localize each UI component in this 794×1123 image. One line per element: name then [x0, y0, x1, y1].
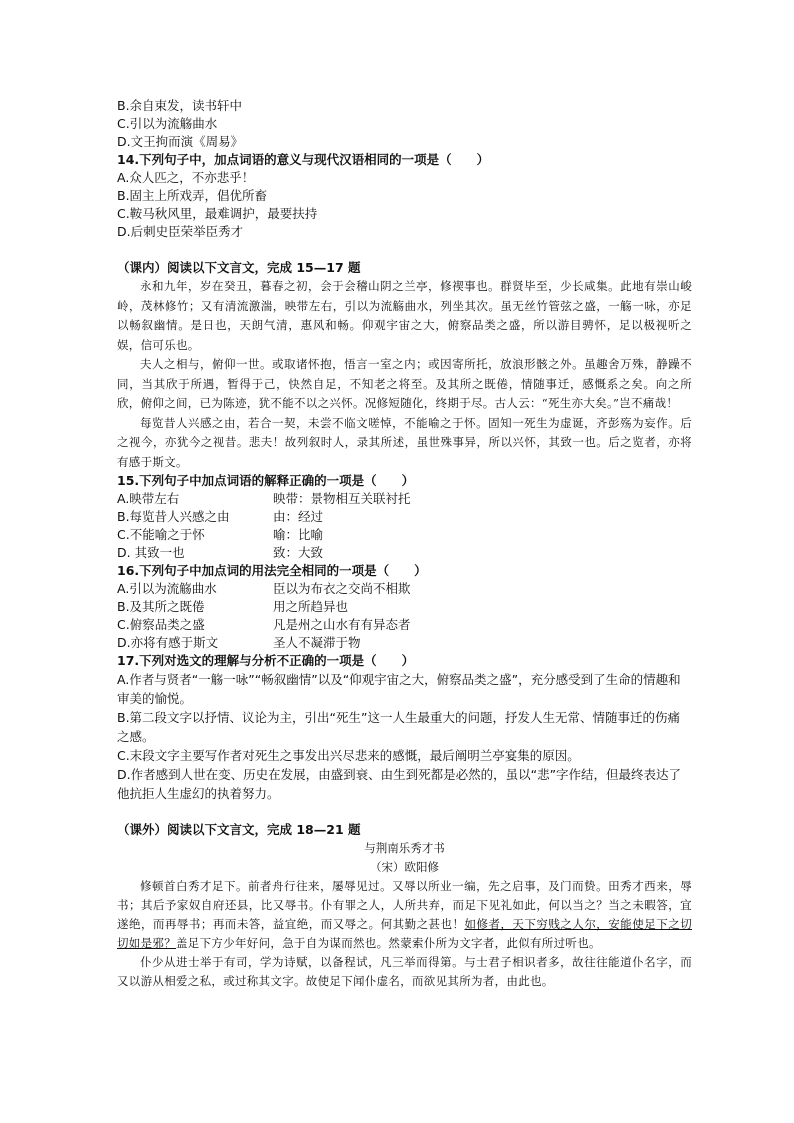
document-page: [117, 97, 692, 991]
option-row: [117, 544, 692, 562]
option-q17-d: D.作者感到人世在变、历史在发展，由盛到衰、由生到死都是必然的，虽以“悲”字作结，但最终表达了他抗拒人生虚幻的执着努力。: [117, 767, 682, 801]
passage-1-paragraph-1: 永和九年，岁在癸丑，暮春之初，会于会稽山阴之兰亭，修禊事也。群贤毕至，少长咸集。此地有崇山峻岭，茂林修竹；又有清流激湍，映带左右，引以为流觞曲水，列坐其次。虽无丝竹管弦之盛，一觞一咏，亦足以畅叙幽情。是日也，天朗气清，惠风和畅。仰观宇宙之大，俯察品类之盛，所以游目骋怀，足以极视听之娱，信可乐也。: [117, 279, 692, 352]
underlined-sentence: 如修者，天下穷贱之人尔，安能使足下之切切如是邪？: [117, 917, 692, 950]
option-row: [117, 490, 692, 508]
option-q16-b-compare: 用之所趋异也: [273, 599, 349, 614]
passage-2-paragraph-1: [117, 877, 692, 953]
passage-2-title: 与荆南乐秀才书: [364, 841, 445, 855]
option-q16-c-compare: 凡是州之山水有有异态者: [273, 617, 411, 632]
passage-2-author: （宋）欧阳修: [370, 860, 439, 874]
option-q16-a: A.引以为流觞曲水: [117, 581, 217, 596]
option-row: [117, 634, 692, 652]
option-q14-b: B.固主上所戏弄，倡优所畜: [117, 188, 268, 203]
option-q15-a: A.映带左右: [117, 491, 180, 506]
option-row: [117, 598, 692, 616]
option-q15-b: B.每览昔人兴感之由: [117, 509, 230, 524]
option-q17-b: B.第二段文字以抒情、议论为主，引出“死生”这一人生最重大的问题，抒发人生无常、情随事迁的伤痛之感。: [117, 710, 681, 744]
option-q15-a-gloss: 映带：景物相互关联衬托: [273, 491, 411, 506]
passage-1-paragraph-3: 每览昔人兴感之由，若合一契，未尝不临文嗟悼，不能喻之于怀。固知一死生为虚诞，齐彭殇为妄作。后之视今，亦犹今之视昔。悲夫！故列叙时人，录其所述，虽世殊事异，所以兴怀，其致一也。后之览者，亦将有感于斯文。: [117, 415, 692, 469]
option-q15-b-gloss: 由：经过: [273, 509, 324, 524]
question-15-stem: 15.下列句子中加点词语的解释正确的一项是（ ）: [117, 473, 415, 488]
option-q16-d-compare: 圣人不凝滞于物: [273, 635, 361, 650]
option-q16-d: D.亦将有感于斯文: [117, 635, 219, 650]
option-q14-a: A.众人匹之，不亦悲乎！: [117, 170, 255, 185]
passage-1-paragraph-2: 夫人之相与，俯仰一世。或取诸怀抱，悟言一室之内；或因寄所托，放浪形骸之外。虽趣舍万殊，静躁不同，当其欣于所遇，暂得于己，快然自足，不知老之将至。及其所之既倦，情随事迁，感慨系之矣。向之所欣，俯仰之间，已为陈迹，犹不能不以之兴怀。况修短随化，终期于尽。古人云：“死生亦大矣。”岂不痛哉！: [117, 357, 692, 410]
option-q15-c-gloss: 喻：比喻: [273, 527, 324, 542]
passage-1-heading: （课内）阅读以下文言文，完成 15—17 题: [117, 260, 361, 275]
option-row: [117, 526, 692, 544]
option-q13-d: D.文王拘而演《周易》: [117, 134, 244, 149]
option-q17-a: A.作者与贤者“一觞一咏”“畅叙幽情”以及“仰观宇宙之大，俯察品类之盛”，充分感受到了生命的情趣和审美的愉悦。: [117, 672, 681, 706]
option-q13-b: B.余自束发，读书轩中: [117, 98, 243, 113]
option-q15-d: D. 其致一也: [117, 545, 185, 560]
option-row: [117, 616, 692, 634]
passage-2-p1-text: 修顿首白秀才足下。前者舟行往来，屡辱见过。又辱以所业一编，先之启事，及门而贽。田秀才西来，辱书；其后予家奴自府还县，比又辱书。仆有罪之人，人所共弃，而足下见礼如此，何以当之？当之未暇答，宜遂绝，而再辱书；再而未答，益宜绝，而又辱之。何其勤之甚也！: [117, 879, 692, 931]
option-q15-d-gloss: 致：大致: [273, 545, 324, 560]
option-q13-c: C.引以为流觞曲水: [117, 116, 218, 131]
option-q16-c: C.俯察品类之盛: [117, 617, 205, 632]
option-q16-b: B.及其所之既倦: [117, 599, 205, 614]
option-q14-c: C.鞍马秋风里，最难调护，最要扶持: [117, 206, 318, 221]
option-q16-a-compare: 臣以为布衣之交尚不相欺: [273, 581, 411, 596]
question-16-stem: 16.下列句子中加点词的用法完全相同的一项是（ ）: [117, 563, 427, 578]
option-q14-d: D.后刺史臣荣举臣秀才: [117, 224, 244, 239]
passage-2-heading: （课外）阅读以下文言文，完成 18—21 题: [117, 822, 361, 837]
passage-2-p1-text-end: 盖足下方少年好问，急于自为谋而然也。然蒙索仆所为文字者，此似有所过听也。: [176, 936, 601, 950]
option-row: [117, 580, 692, 598]
option-q17-c: C.末段文字主要写作者对死生之事发出兴尽悲来的感慨，最后阐明兰亭宴集的原因。: [117, 748, 580, 763]
question-14-stem: 14.下列句子中，加点词语的意义与现代汉语相同的一项是（ ）: [117, 152, 490, 167]
option-row: [117, 508, 692, 526]
option-q15-c: C.不能喻之于怀: [117, 527, 205, 542]
question-17-stem: 17.下列对选文的理解与分析不正确的一项是（ ）: [117, 653, 415, 668]
passage-2-paragraph-2: 仆少从进士举于有司，学为诗赋，以备程试，凡三举而得第。与士君子相识者多，故往往能道仆名字，而又以游从相爱之私，或过称其文字。故使足下闻仆虚名，而欲见其所为者，由此也。: [117, 955, 692, 988]
